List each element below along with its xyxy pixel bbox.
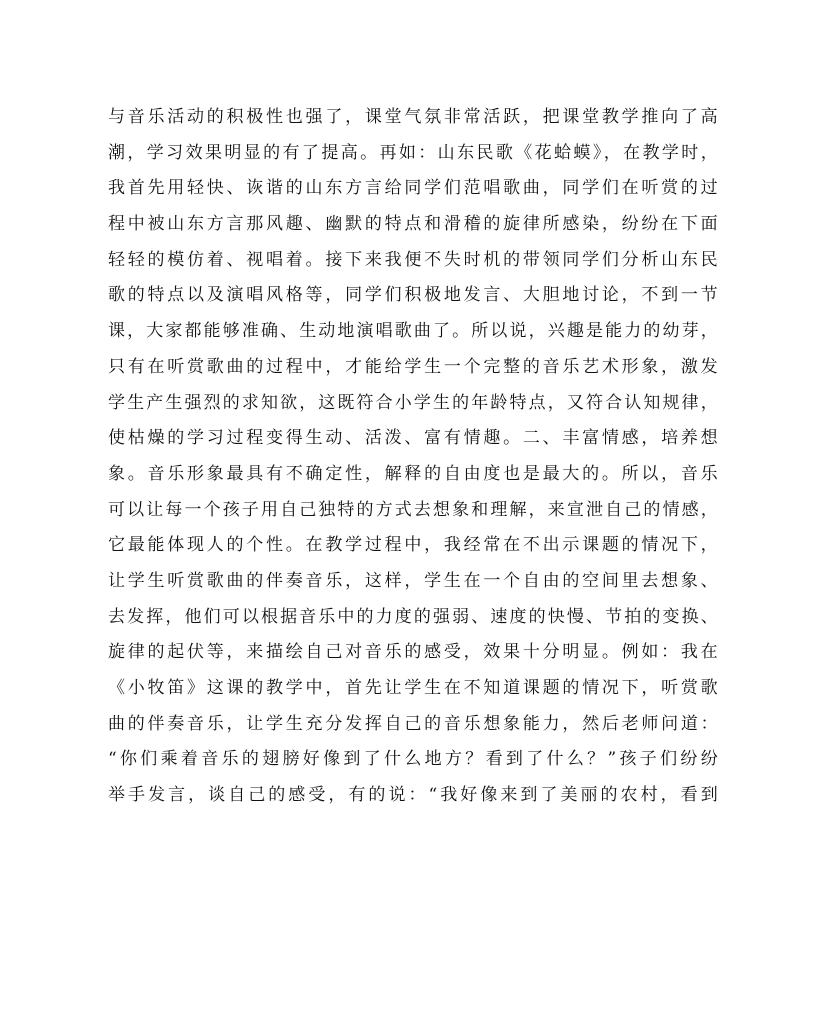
body-text: [108, 100, 718, 814]
text-line: 举手发言，谈自己的感受，有的说：“我好像来到了美丽的农村，看到: [108, 785, 718, 806]
text-line: 与音乐活动的积极性也强了，课堂气氛非常活跃，把课堂教学推向了高: [108, 107, 718, 127]
text-line: “你们乘着音乐的翅膀好像到了什么地方？看到了什么？”孩子们纷纷: [108, 749, 718, 770]
text-line: 《小牧笛》这课的教学中，首先让学生在不知道课题的情况下，听赏歌: [108, 678, 718, 698]
text-line: 轻轻的模仿着、视唱着。接下来我便不失时机的带领同学们分析山东民: [108, 249, 718, 270]
text-line: 程中被山东方言那风趣、幽默的特点和滑稽的旋律所感染，纷纷在下面: [108, 214, 718, 235]
text-line: 让学生听赏歌曲的伴奏音乐，这样，学生在一个自由的空间里去想象、: [108, 570, 718, 591]
text-line: 旋律的起伏等，来描绘自己对音乐的感受，效果十分明显。例如：我在: [108, 642, 718, 663]
text-line: 只有在听赏歌曲的过程中，才能给学生一个完整的音乐艺术形象，激发: [108, 356, 718, 377]
text-line: 学生产生强烈的求知欲，这既符合小学生的年龄特点，又符合认知规律，: [108, 392, 718, 413]
text-line: 曲的伴奏音乐，让学生充分发挥自己的音乐想象能力，然后老师问道：: [108, 713, 718, 734]
text-line: 象。音乐形象最具有不确定性，解释的自由度也是最大的。所以，音乐: [108, 463, 718, 484]
text-line: 歌的特点以及演唱风格等，同学们积极地发言、大胆地讨论，不到一节: [108, 285, 718, 306]
text-line: 我首先用轻快、诙谐的山东方言给同学们范唱歌曲，同学们在听赏的过: [108, 178, 718, 199]
text-line: 课，大家都能够准确、生动地演唱歌曲了。所以说，兴趣是能力的幼芽，: [108, 321, 718, 342]
text-line: 使枯燥的学习过程变得生动、活泼、富有情趣。二、丰富情感，培养想: [108, 428, 718, 449]
text-line: 可以让每一个孩子用自己独特的方式去想象和理解，来宣泄自己的情感，: [108, 499, 718, 520]
text-line: 去发挥，他们可以根据音乐中的力度的强弱、速度的快慢、节拍的变换、: [108, 606, 718, 627]
text-line: 它最能体现人的个性。在教学过程中，我经常在不出示课题的情况下，: [108, 535, 718, 556]
text-line: 潮，学习效果明显的有了提高。再如：山东民歌《花蛤蟆》，在教学时，: [108, 142, 718, 163]
